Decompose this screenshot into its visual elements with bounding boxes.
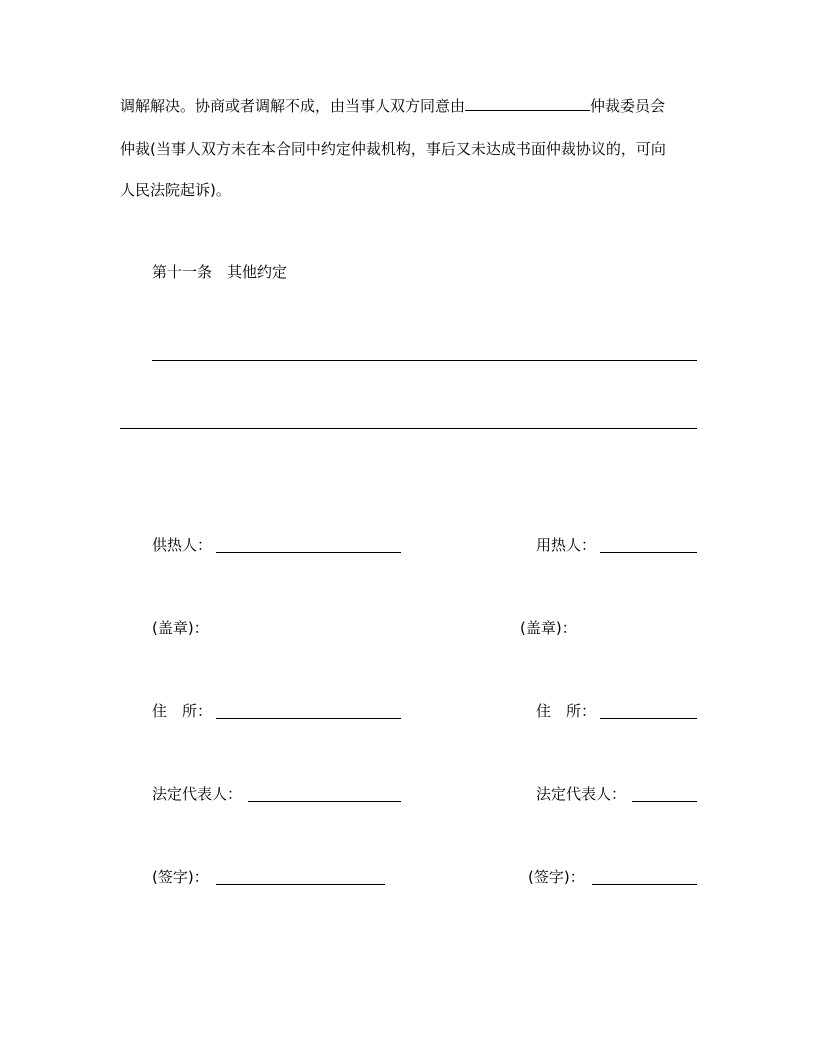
other-terms-line-2[interactable] bbox=[120, 428, 697, 429]
left-sign-label: (签字)： bbox=[152, 868, 209, 886]
other-terms-line-1[interactable] bbox=[152, 360, 697, 361]
paragraph-line-1 bbox=[120, 96, 665, 116]
supplier-label: 供热人： bbox=[152, 536, 213, 554]
right-sign-blank[interactable] bbox=[592, 884, 697, 885]
right-legal-rep-label: 法定代表人： bbox=[536, 785, 627, 803]
left-address-blank[interactable] bbox=[216, 718, 401, 719]
right-address-label: 住 所： bbox=[536, 702, 597, 720]
paragraph-line-1-before: 调解解决。协商或者调解不成，由当事人双方同意由 bbox=[120, 97, 466, 115]
right-legal-rep-blank[interactable] bbox=[632, 801, 697, 802]
user-label: 用热人： bbox=[536, 536, 597, 554]
paragraph-line-1-after: 仲裁委员会 bbox=[590, 97, 666, 115]
supplier-blank[interactable] bbox=[216, 552, 401, 553]
paragraph-line-2: 仲裁(当事人双方未在本合同中约定仲裁机构，事后又未达成书面仲裁协议的，可向 bbox=[120, 140, 666, 158]
right-seal-label: (盖章)： bbox=[520, 619, 577, 637]
article-11-title: 第十一条 其他约定 bbox=[152, 263, 288, 281]
left-seal-label: (盖章)： bbox=[152, 619, 209, 637]
user-blank[interactable] bbox=[600, 552, 697, 553]
left-legal-rep-blank[interactable] bbox=[248, 801, 401, 802]
paragraph-line-3: 人民法院起诉)。 bbox=[120, 181, 231, 199]
left-sign-blank[interactable] bbox=[216, 884, 385, 885]
left-address-label: 住 所： bbox=[152, 702, 213, 720]
arbitration-committee-blank[interactable] bbox=[465, 96, 590, 111]
right-address-blank[interactable] bbox=[600, 718, 697, 719]
right-sign-label: (签字)： bbox=[528, 868, 585, 886]
left-legal-rep-label: 法定代表人： bbox=[152, 785, 243, 803]
